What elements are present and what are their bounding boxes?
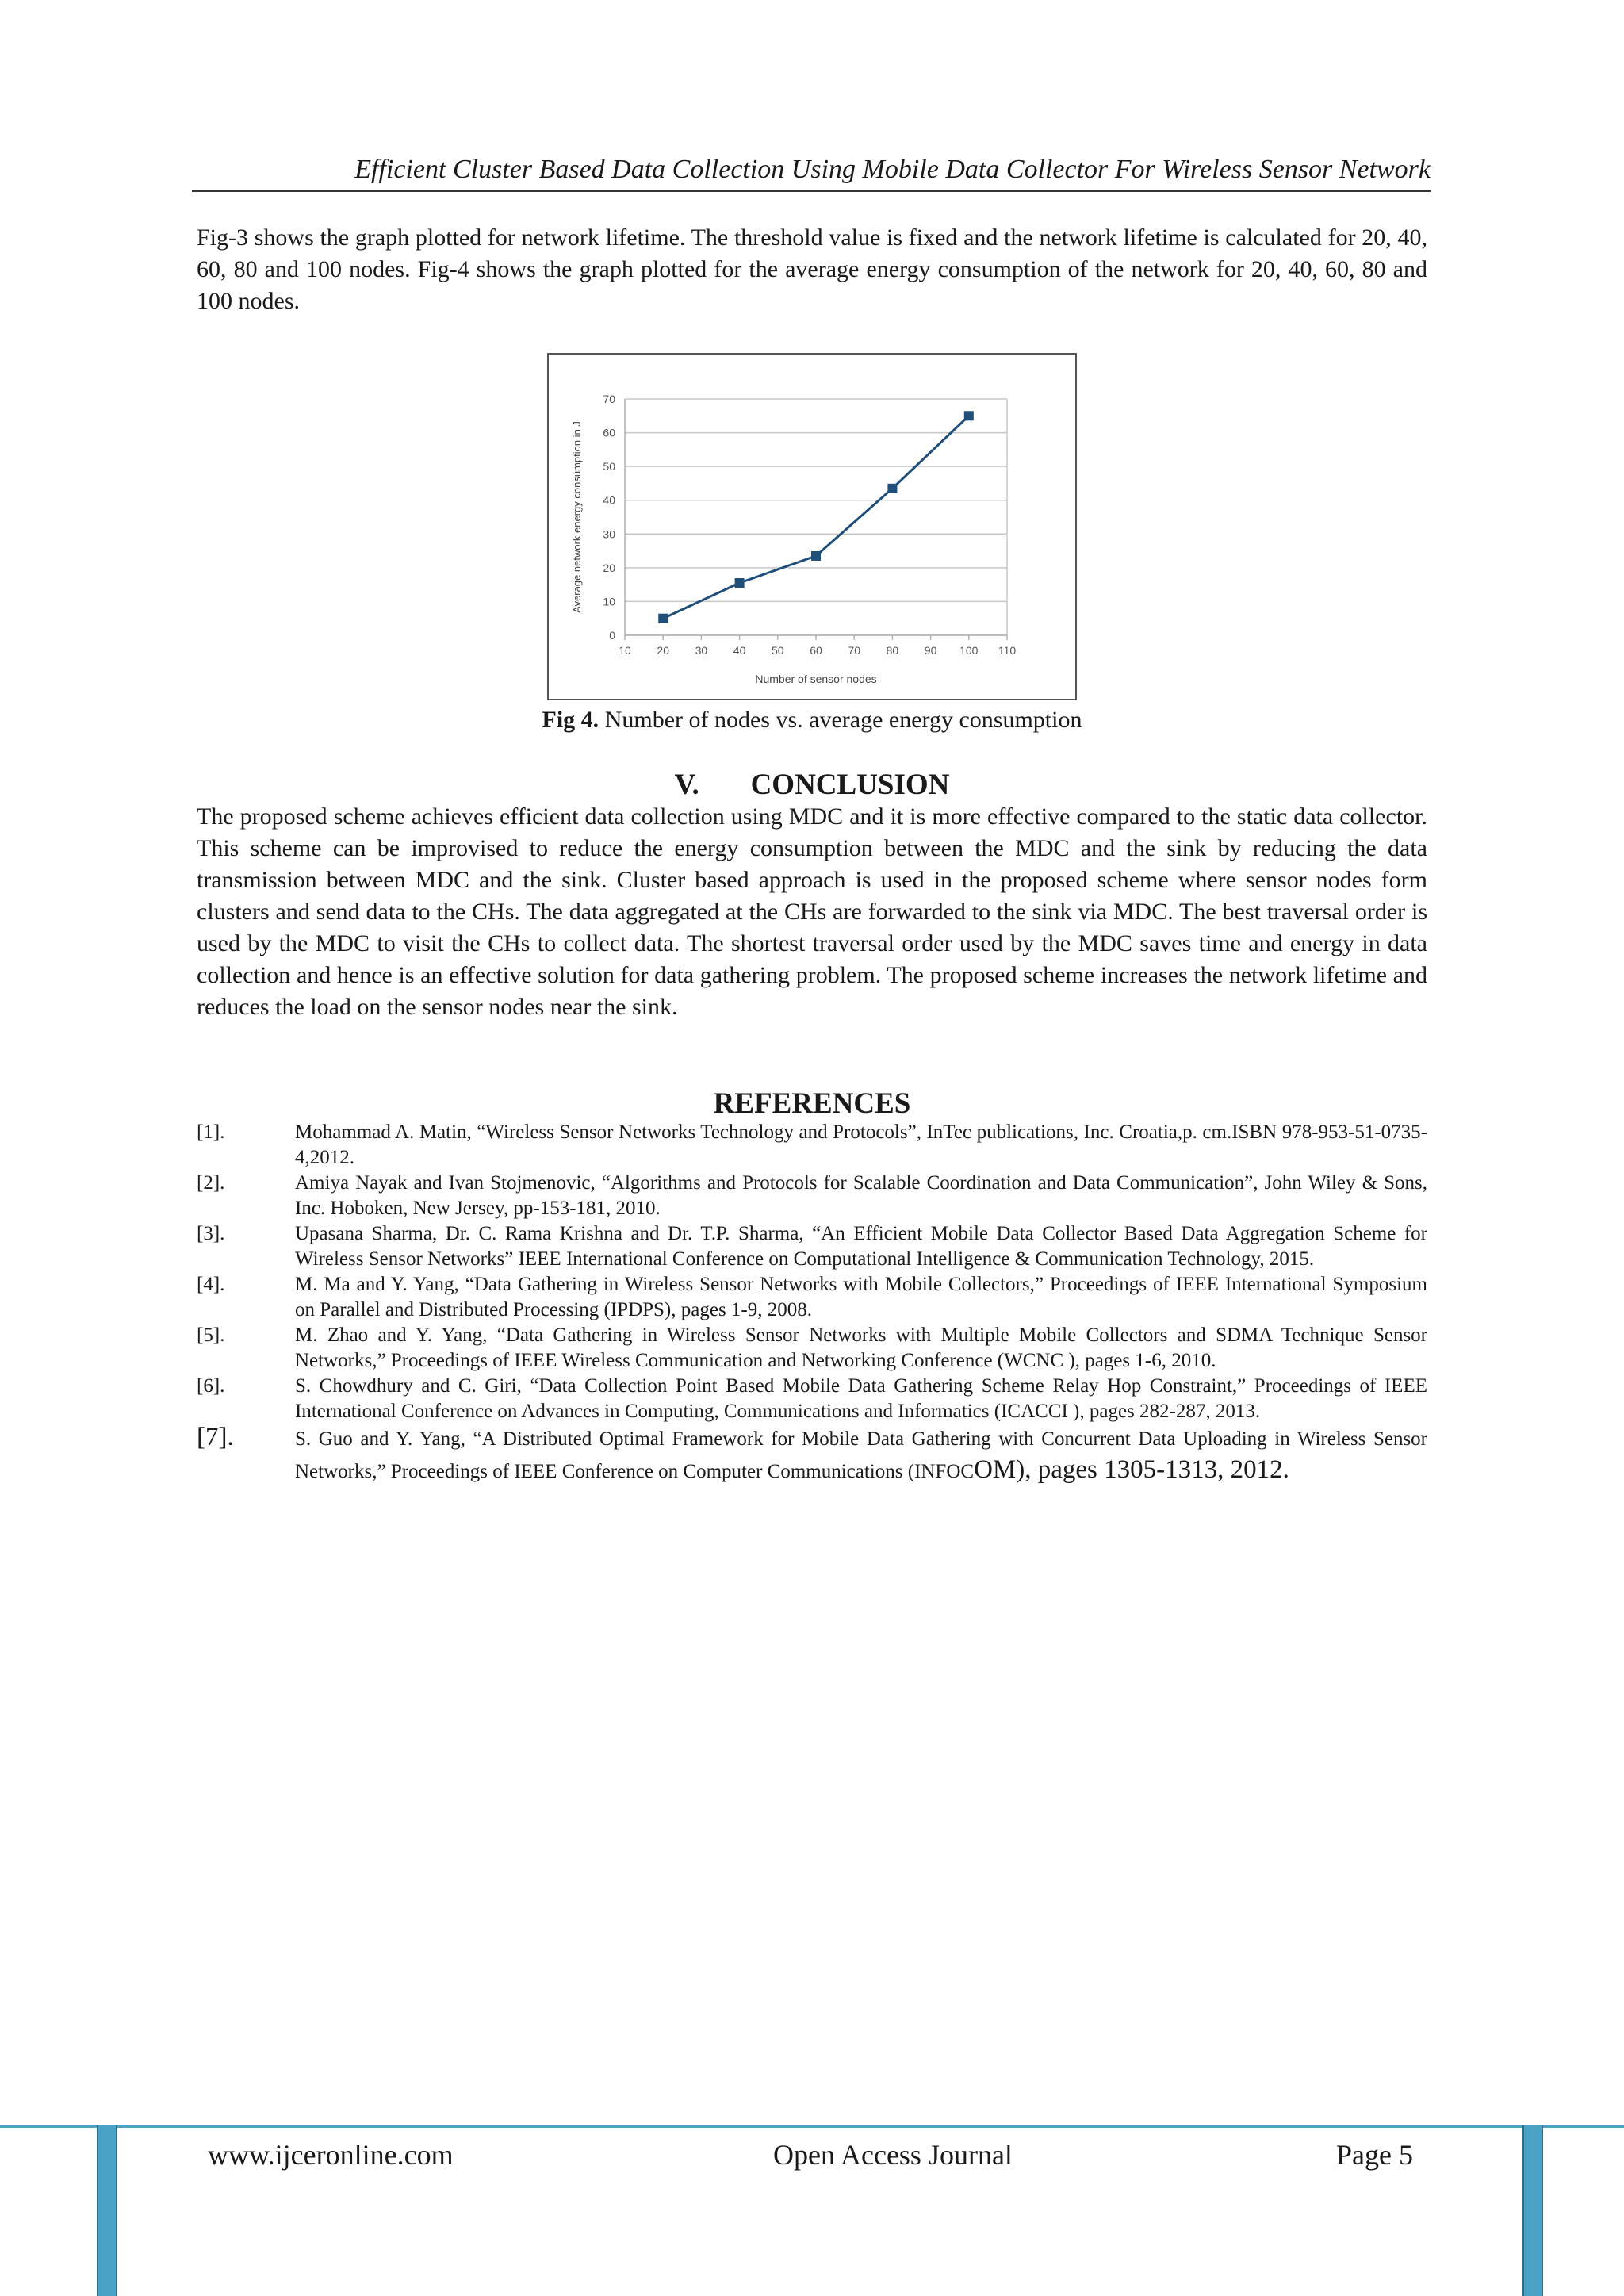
footer-journal: Open Access Journal xyxy=(773,2139,1013,2171)
reference-text xyxy=(295,1424,1427,1487)
reference-number: [4]. xyxy=(197,1274,225,1295)
data-point xyxy=(964,411,974,420)
reference-number: [7]. xyxy=(197,1423,234,1451)
x-tick-label: 50 xyxy=(772,644,784,657)
figure-caption xyxy=(197,704,1427,736)
section-number: V. xyxy=(674,769,699,801)
data-point xyxy=(811,551,821,561)
reference-item xyxy=(197,1120,1427,1171)
energy-chart-svg xyxy=(549,355,1075,699)
references-heading: REFERENCES xyxy=(713,1087,911,1120)
reference-number: [2]. xyxy=(197,1172,225,1194)
figure-4-chart xyxy=(547,353,1077,700)
reference-text: M. Zhao and Y. Yang, “Data Gathering in Wireless Sensor Networks with Multiple Mobile Collectors and SDMA Technique Sensor Networks,” Proceedings of IEEE Wireless Communication and Networking Conference (WCNC ), pages 1-6, 2010. xyxy=(295,1324,1427,1371)
x-tick-label: 10 xyxy=(619,644,631,657)
y-tick-label: 30 xyxy=(603,527,615,541)
y-tick-label: 0 xyxy=(609,629,615,642)
reference-text: Mohammad A. Matin, “Wireless Sensor Networks Technology and Protocols”, InTec publications, Inc. Croatia,p. cm.ISBN 978-953-51-0735-4,2012. xyxy=(295,1121,1427,1168)
data-point xyxy=(887,484,897,493)
footer-divider xyxy=(0,2125,1624,2128)
reference-item xyxy=(197,1323,1427,1374)
x-tick-label: 110 xyxy=(998,644,1017,657)
reference-item xyxy=(197,1272,1427,1323)
y-tick-label: 50 xyxy=(603,460,615,473)
conclusion-heading xyxy=(197,768,1427,803)
reference-item xyxy=(197,1221,1427,1272)
reference-number: [3]. xyxy=(197,1223,225,1244)
footer-page-number: Page 5 xyxy=(1336,2139,1413,2171)
caption-label: Fig 4. xyxy=(542,707,599,733)
x-axis-label: Number of sensor nodes xyxy=(755,673,877,685)
data-point xyxy=(658,614,668,623)
footer-bar-right xyxy=(1522,2125,1543,2296)
reference-text: Amiya Nayak and Ivan Stojmenovic, “Algorithms and Protocols for Scalable Coordination and Data Communication”, John Wiley & Sons, Inc. Hoboken, New Jersey, pp-153-181, 2010. xyxy=(295,1172,1427,1219)
intro-paragraph: Fig-3 shows the graph plotted for network lifetime. The threshold value is fixed and the network lifetime is calculated for 20, 40, 60, 80 and 100 nodes. Fig-4 shows the graph plotted for the average energy consumption of the network for 20, 40, 60, 80 and 100 nodes. xyxy=(197,224,1427,314)
y-axis-label: Average network energy consumption in J xyxy=(571,421,583,613)
references-list xyxy=(197,1120,1427,1487)
reference-text-small: S. Guo and Y. Yang, “A Distributed Optimal Framework for Mobile Data Gathering with Concurrent Data Uploading in Wireless Sensor Networks,” Proceedings of IEEE Conference on Computer Communications (INFOC xyxy=(295,1428,1427,1482)
reference-text: S. Chowdhury and C. Giri, “Data Collection Point Based Mobile Data Gathering Scheme Relay Hop Constraint,” Proceedings of IEEE International Conference on Advances in Computing, Communications and Informatics (ICACCI ), pages 282-287, 2013. xyxy=(295,1375,1427,1422)
x-tick-label: 60 xyxy=(810,644,822,657)
x-tick-label: 80 xyxy=(886,644,899,657)
reference-item xyxy=(197,1374,1427,1424)
footer-website: www.ijceronline.com xyxy=(208,2139,454,2171)
footer-bar-left xyxy=(97,2125,117,2296)
reference-item xyxy=(197,1171,1427,1221)
caption-text: Number of nodes vs. average energy consumption xyxy=(599,707,1082,733)
running-header: Efficient Cluster Based Data Collection Using Mobile Data Collector For Wireless Sensor Network xyxy=(192,152,1431,192)
data-line xyxy=(663,416,969,618)
y-tick-label: 60 xyxy=(603,426,615,439)
reference-number: [5]. xyxy=(197,1324,225,1346)
reference-text: Upasana Sharma, Dr. C. Rama Krishna and Dr. T.P. Sharma, “An Efficient Mobile Data Collector Based Data Aggregation Scheme for Wireless Sensor Networks” IEEE International Conference on Computational Intelligence & Communication Technology, 2015. xyxy=(295,1223,1427,1270)
reference-text: M. Ma and Y. Yang, “Data Gathering in Wireless Sensor Networks with Mobile Collectors,” Proceedings of IEEE International Symposium on Parallel and Distributed Processing (IPDPS), pages 1-9, 2008. xyxy=(295,1274,1427,1320)
x-tick-label: 30 xyxy=(695,644,708,657)
x-tick-label: 20 xyxy=(657,644,669,657)
reference-number: [1]. xyxy=(197,1121,225,1143)
reference-text-large: OM), pages 1305-1313, 2012. xyxy=(974,1455,1289,1484)
x-tick-label: 90 xyxy=(924,644,937,657)
y-tick-label: 70 xyxy=(603,393,615,405)
y-tick-label: 10 xyxy=(603,595,615,608)
y-tick-label: 40 xyxy=(603,493,615,507)
reference-item xyxy=(197,1424,1427,1487)
reference-number: [6]. xyxy=(197,1375,225,1397)
conclusion-paragraph: The proposed scheme achieves efficient data collection using MDC and it is more effective compared to the static data collector. This scheme can be improvised to reduce the energy consumption between the MDC and the sink by reducing the data transmission between MDC and the sink. Cluster based approach is used in the proposed scheme where sensor nodes form clusters and send data to the CHs. The data aggregated at the CHs are forwarded to the sink via MDC. The best traversal order is used by the MDC to visit the CHs to collect data. The shortest traversal order used by the MDC saves time and energy in data collection and hence is an effective solution for data gathering problem. The proposed scheme increases the network lifetime and reduces the load on the sensor nodes near the sink. xyxy=(197,803,1427,1020)
x-tick-label: 40 xyxy=(733,644,746,657)
x-tick-label: 70 xyxy=(848,644,860,657)
x-tick-label: 100 xyxy=(959,644,979,657)
section-title: CONCLUSION xyxy=(750,769,950,801)
data-point xyxy=(735,578,745,588)
y-tick-label: 20 xyxy=(603,561,615,574)
